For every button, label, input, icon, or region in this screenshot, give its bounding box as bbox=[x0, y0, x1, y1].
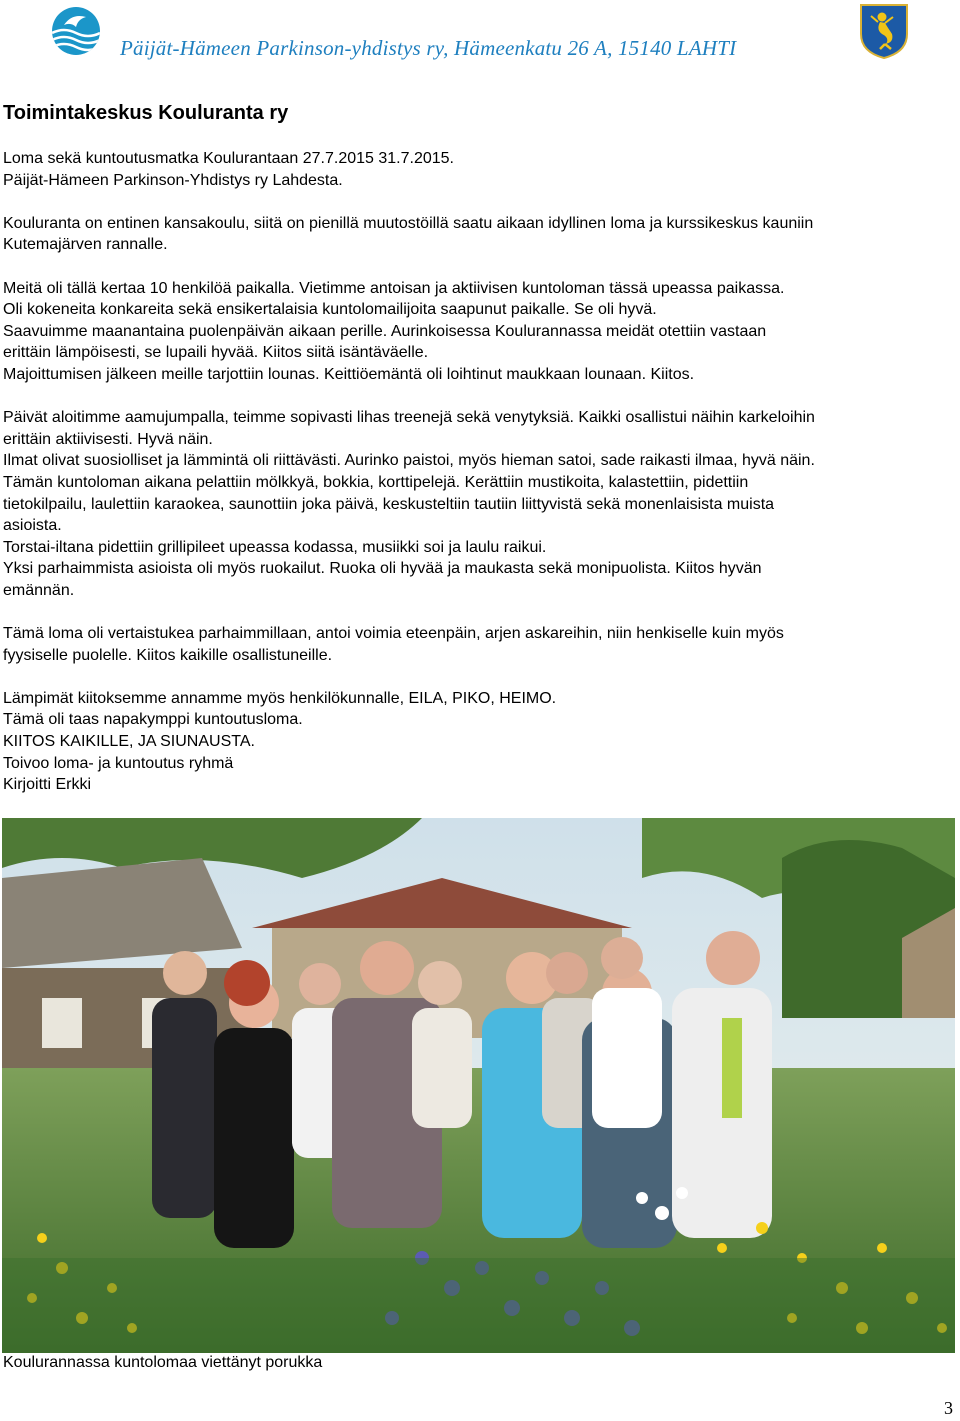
text-line: Oli kokeneita konkareita sekä ensikertalaisia kuntolomailijoita saapunut paikalle. Se oli hyvä. bbox=[3, 301, 657, 319]
text-line: Majoittumisen jälkeen meille tarjottiin lounas. Keittiöemäntä oli loihtinut maukkaan lounaan. Kiitos. bbox=[3, 365, 695, 383]
text-line: fyysiselle puolelle. Kiitos kaikille osallistuneille. bbox=[3, 646, 333, 664]
paragraph bbox=[3, 213, 958, 256]
paragraph bbox=[3, 407, 958, 601]
text-line: Ilmat olivat suosiolliset ja lämmintä oli riittävästi. Aurinko paistoi, myös hieman satoi, sade raikasti ilmaa, hyvä näin. bbox=[3, 452, 815, 470]
text-line: Loma sekä kuntoutusmatka Koulurantaan 27.7.2015 31.7.2015. bbox=[3, 150, 454, 167]
page-number: 3 bbox=[944, 1398, 953, 1418]
text-line: Tämän kuntoloman aikana pelattiin mölkkyä, bokkia, korttipelejä. Kerättiin mustikoita, kalastettiin, pidettiin bbox=[3, 473, 749, 491]
text-line: Kutemajärven rannalle. bbox=[3, 236, 168, 254]
page-title: Toimintakeskus Kouluranta ry bbox=[3, 102, 289, 124]
text-line: Torstai-iltana pidettiin grillipileet upeassa kodassa, musiikki soi ja laulu raikui. bbox=[3, 538, 547, 556]
text-line: erittäin lämpöisesti, se lupaili hyvää. Kiitos siitä isäntäväelle. bbox=[3, 344, 429, 362]
group-photo-image bbox=[2, 818, 955, 1353]
text-line: Lämpimät kiitoksemme annamme myös henkilökunnalle, EILA, PIKO, HEIMO. bbox=[3, 689, 557, 707]
page-header bbox=[0, 0, 960, 72]
text-line: tietokilpailu, laulettiin karaokea, saunottiin joka päivä, keskusteltiin tautiin liittyvistä sekä monenlaisista muista bbox=[3, 495, 775, 513]
text-line: Yksi parhaimmista asioista oli myös ruokailut. Ruoka oli hyvää ja maukasta sekä monipuolista. Kiitos hyvän bbox=[3, 560, 762, 578]
text-line: Tämä loma oli vertaistukea parhaimmillaan, antoi voimia eteenpäin, arjen askareihin, niin henkiselle kuin myös bbox=[3, 625, 784, 643]
text-line: erittäin aktiivisesti. Hyvä näin. bbox=[3, 430, 213, 448]
paragraph bbox=[3, 148, 958, 191]
paragraph bbox=[3, 623, 958, 666]
organization-address: Päijät-Hämeen Parkinson-yhdistys ry, Hämeenkatu 26 A, 15140 LAHTI bbox=[120, 36, 737, 60]
text-line: Päivät aloitimme aamujumpalla, teimme sopivasti lihas treenejä sekä venytyksiä. Kaikki osallistui näihin karkeloihin bbox=[3, 409, 815, 427]
text-line: Tämä oli taas napakymppi kuntoutusloma. bbox=[3, 711, 303, 729]
text-line: Kirjoitti Erkki bbox=[3, 776, 92, 794]
text-line: Toivoo loma- ja kuntoutus ryhmä bbox=[3, 754, 234, 772]
text-line: Kouluranta on entinen kansakoulu, siitä on pienillä muutostöillä saatu aikaan idyllinen loma ja kurssikeskus kauniin bbox=[3, 214, 814, 232]
mermaid-coat-of-arms-icon bbox=[858, 2, 910, 60]
paragraph bbox=[3, 688, 958, 796]
text-line: Saavuimme maanantaina puolenpäivän aikaan perille. Aurinkoisessa Koulurannassa meidät otettiin vastaan bbox=[3, 322, 767, 340]
photo-caption: Koulurannassa kuntolomaa viettänyt porukka bbox=[3, 1354, 323, 1371]
article-body bbox=[3, 148, 958, 817]
text-line: asioista. bbox=[3, 517, 62, 535]
text-line: KIITOS KAIKILLE, JA SIUNAUSTA. bbox=[3, 733, 255, 751]
text-line: Päijät-Hämeen Parkinson-Yhdistys ry Lahdesta. bbox=[3, 171, 343, 189]
bird-wave-logo-icon bbox=[50, 5, 102, 57]
paragraph bbox=[3, 278, 958, 386]
text-line: emännän. bbox=[3, 581, 75, 599]
text-line: Meitä oli tällä kertaa 10 henkilöä paikalla. Vietimme antoisan ja aktiivisen kuntoloman tässä upeassa paikassa. bbox=[3, 279, 785, 297]
